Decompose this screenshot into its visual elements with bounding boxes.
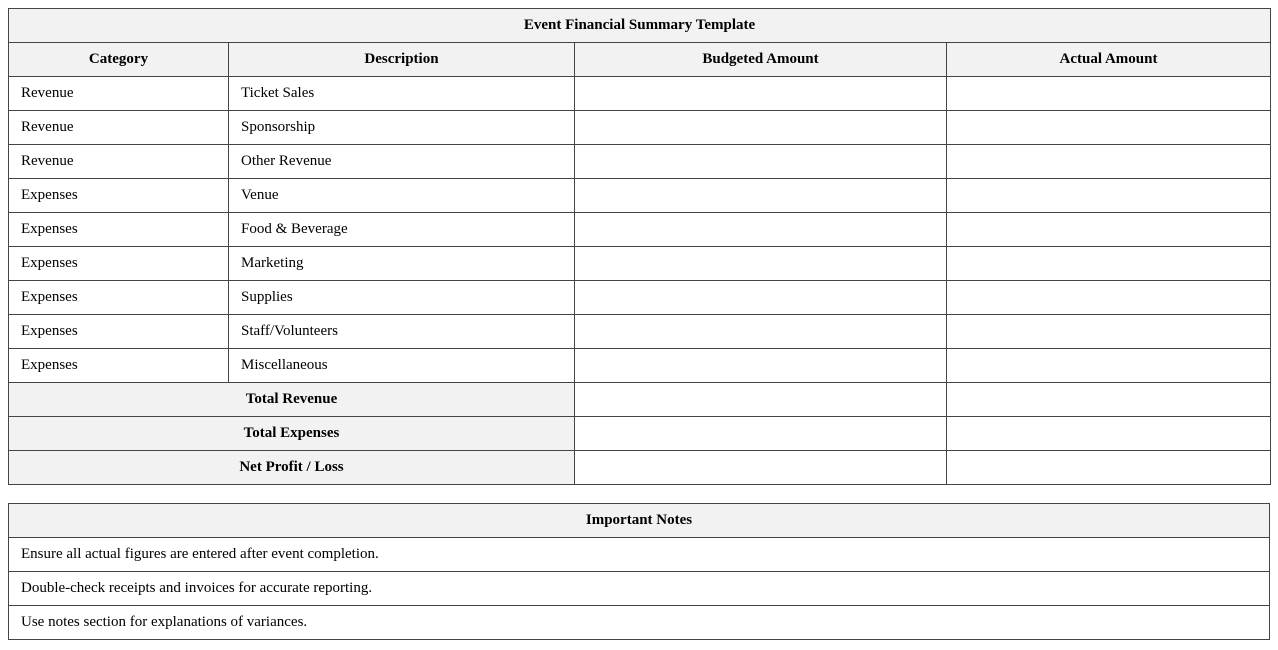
actual-cell[interactable] xyxy=(947,281,1271,315)
column-header-budgeted: Budgeted Amount xyxy=(575,43,947,77)
net-profit-budgeted[interactable] xyxy=(575,451,947,485)
table-title: Event Financial Summary Template xyxy=(9,9,1271,43)
category-cell: Revenue xyxy=(9,145,229,179)
note-text: Double-check receipts and invoices for accurate reporting. xyxy=(9,572,1270,606)
budgeted-cell[interactable] xyxy=(575,77,947,111)
actual-cell[interactable] xyxy=(947,77,1271,111)
description-cell: Venue xyxy=(229,179,575,213)
note-text: Use notes section for explanations of variances. xyxy=(9,606,1270,640)
notes-title: Important Notes xyxy=(9,504,1270,538)
category-cell: Expenses xyxy=(9,281,229,315)
total-expenses-actual[interactable] xyxy=(947,417,1271,451)
table-row xyxy=(9,77,1271,111)
total-revenue-label: Total Revenue xyxy=(9,383,575,417)
actual-cell[interactable] xyxy=(947,145,1271,179)
budgeted-cell[interactable] xyxy=(575,315,947,349)
table-row xyxy=(9,111,1271,145)
note-row xyxy=(9,606,1270,640)
column-header-description: Description xyxy=(229,43,575,77)
actual-cell[interactable] xyxy=(947,315,1271,349)
budgeted-cell[interactable] xyxy=(575,111,947,145)
note-row xyxy=(9,538,1270,572)
table-row xyxy=(9,179,1271,213)
budgeted-cell[interactable] xyxy=(575,179,947,213)
actual-cell[interactable] xyxy=(947,213,1271,247)
description-cell: Ticket Sales xyxy=(229,77,575,111)
category-cell: Revenue xyxy=(9,111,229,145)
budgeted-cell[interactable] xyxy=(575,145,947,179)
table-row xyxy=(9,145,1271,179)
description-cell: Marketing xyxy=(229,247,575,281)
description-cell: Supplies xyxy=(229,281,575,315)
total-expenses-budgeted[interactable] xyxy=(575,417,947,451)
category-cell: Expenses xyxy=(9,349,229,383)
total-expenses-label: Total Expenses xyxy=(9,417,575,451)
actual-cell[interactable] xyxy=(947,349,1271,383)
description-cell: Sponsorship xyxy=(229,111,575,145)
net-profit-actual[interactable] xyxy=(947,451,1271,485)
category-cell: Revenue xyxy=(9,77,229,111)
column-header-actual: Actual Amount xyxy=(947,43,1271,77)
description-cell: Miscellaneous xyxy=(229,349,575,383)
description-cell: Food & Beverage xyxy=(229,213,575,247)
category-cell: Expenses xyxy=(9,213,229,247)
budgeted-cell[interactable] xyxy=(575,247,947,281)
column-header-category: Category xyxy=(9,43,229,77)
actual-cell[interactable] xyxy=(947,247,1271,281)
description-cell: Staff/Volunteers xyxy=(229,315,575,349)
table-row xyxy=(9,315,1271,349)
actual-cell[interactable] xyxy=(947,179,1271,213)
total-revenue-row xyxy=(9,383,1271,417)
table-row xyxy=(9,281,1271,315)
total-revenue-actual[interactable] xyxy=(947,383,1271,417)
note-text: Ensure all actual figures are entered after event completion. xyxy=(9,538,1270,572)
net-profit-label: Net Profit / Loss xyxy=(9,451,575,485)
table-row xyxy=(9,349,1271,383)
actual-cell[interactable] xyxy=(947,111,1271,145)
net-profit-row xyxy=(9,451,1271,485)
budgeted-cell[interactable] xyxy=(575,213,947,247)
budgeted-cell[interactable] xyxy=(575,281,947,315)
category-cell: Expenses xyxy=(9,315,229,349)
description-cell: Other Revenue xyxy=(229,145,575,179)
total-expenses-row xyxy=(9,417,1271,451)
notes-table xyxy=(8,503,1270,640)
total-revenue-budgeted[interactable] xyxy=(575,383,947,417)
note-row xyxy=(9,572,1270,606)
table-row xyxy=(9,213,1271,247)
category-cell: Expenses xyxy=(9,247,229,281)
table-row xyxy=(9,247,1271,281)
financial-summary-table xyxy=(8,8,1271,485)
budgeted-cell[interactable] xyxy=(575,349,947,383)
category-cell: Expenses xyxy=(9,179,229,213)
